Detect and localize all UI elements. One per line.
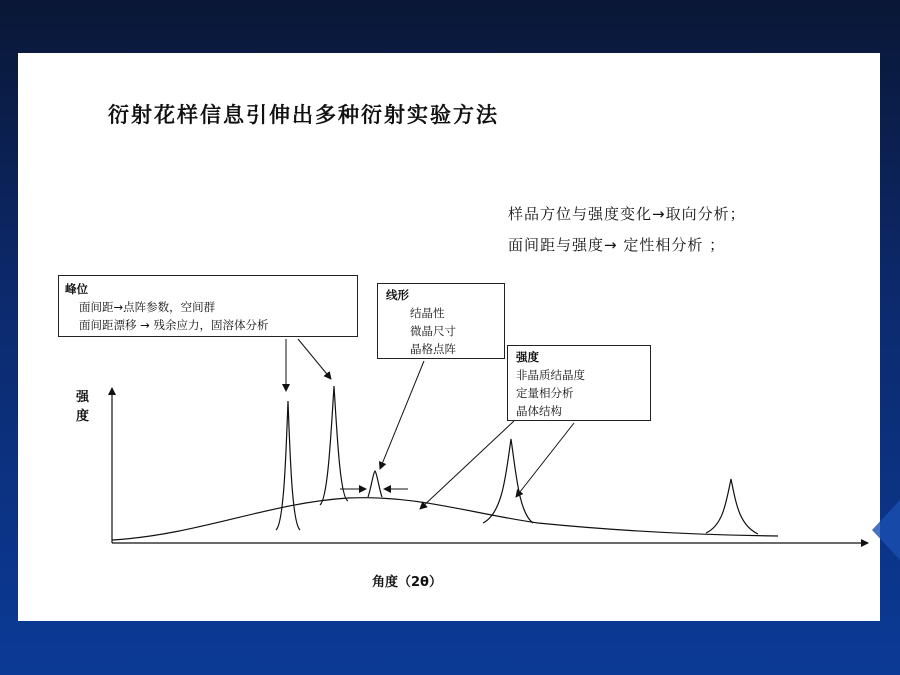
peak-3 [368, 471, 382, 497]
pointer-peak-4 [516, 423, 574, 497]
slide-title: 衍射花样信息引伸出多种衍射实验方法 [108, 103, 499, 127]
callout-line-shape-line: 晶格点阵 [410, 342, 456, 356]
callout-intensity-head: 强度 [516, 350, 539, 364]
slide [18, 53, 880, 621]
callout-intensity-line: 晶体结构 [516, 404, 562, 418]
pointer-peak-3 [380, 361, 424, 469]
callout-peak-position [58, 275, 358, 337]
y-axis-label: 强度 [76, 390, 90, 424]
peak-4 [483, 439, 533, 523]
amorphous-hump [112, 498, 778, 540]
note-orientation-analysis: 样品方位与强度变化→取向分析； [508, 205, 746, 223]
callout-line-shape-line: 微晶尺寸 [410, 324, 456, 338]
callout-peak-position-head: 峰位 [65, 282, 88, 296]
peak-5 [706, 479, 758, 534]
pointer-peak-2 [298, 339, 331, 379]
x-axis-label: 角度（2θ） [372, 575, 442, 590]
peak-1 [276, 401, 300, 530]
callout-intensity [507, 345, 651, 421]
callout-peak-position-line: 面间距漂移 → 残余应力，固溶体分析 [79, 318, 269, 332]
callout-line-shape-line: 结晶性 [410, 306, 445, 320]
note-phase-analysis: 面间距与强度→ 定性相分析 ； [508, 236, 726, 254]
callout-peak-position-line: 面间距→点阵参数，空间群 [79, 300, 216, 314]
decorative-arrow-shape [872, 500, 900, 560]
callout-intensity-line: 定量相分析 [516, 386, 574, 400]
peak-2 [320, 386, 348, 505]
callout-intensity-line: 非晶质结晶度 [516, 368, 585, 382]
pointer-hump [420, 421, 514, 509]
callout-line-shape [377, 283, 505, 359]
callout-line-shape-head: 线形 [386, 288, 409, 302]
